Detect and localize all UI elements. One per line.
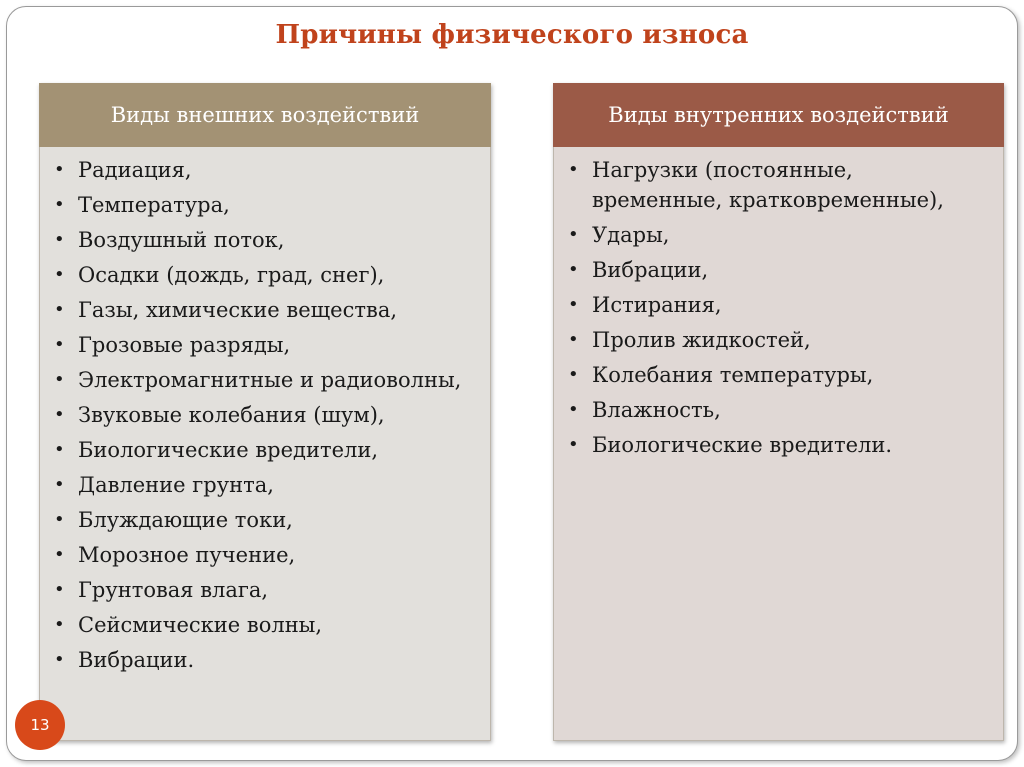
list-item-text: Вибрации, [592,258,709,282]
list-item-text: Грунтовая влага, [78,578,269,602]
list-item-text: Морозное пучение, [78,543,296,567]
bullet-icon: • [568,259,579,280]
bullet-icon: • [54,509,65,530]
bullet-icon: • [54,474,65,495]
list-item [54,575,476,605]
list-item-text: Грозовые разряды, [78,333,291,357]
list-item [54,645,476,675]
bullet-icon: • [54,194,65,215]
list-item [568,325,989,355]
internal-impacts-body [553,147,1004,741]
bullet-icon: • [54,404,65,425]
list-item [568,430,989,460]
list-item [54,225,476,255]
bullet-icon: • [568,329,579,350]
bullet-icon: • [54,649,65,670]
list-item [54,155,476,185]
page-number-badge: 13 [15,700,65,750]
list-item-text: Блуждающие токи, [78,508,293,532]
list-item-text: Газы, химические вещества, [78,298,398,322]
bullet-icon: • [54,614,65,635]
bullet-icon: • [54,544,65,565]
list-item-text: Истирания, [592,293,722,317]
bullet-icon: • [568,224,579,245]
bullet-icon: • [54,264,65,285]
list-item [568,220,989,250]
list-item-text: Вибрации. [78,648,195,672]
external-impacts-column [39,83,491,741]
list-item-text: Влажность, [592,398,721,422]
internal-impacts-column [553,83,1004,741]
list-item [54,470,476,500]
bullet-icon: • [54,439,65,460]
list-item-text: Сейсмические волны, [78,613,323,637]
list-item-text: Биологические вредители, [78,438,379,462]
list-item [54,190,476,220]
external-impacts-header: Виды внешних воздействий [39,83,491,147]
list-item-text: Радиация, [78,158,192,182]
list-item-text: Удары, [592,223,670,247]
list-item [568,360,989,390]
list-item [54,540,476,570]
list-item-text: Нагрузки (постоянные, временные, кратковременные), [592,158,944,212]
list-item-text: Электромагнитные и радиоволны, [78,368,462,392]
list-item-text: Пролив жидкостей, [592,328,811,352]
list-item [54,330,476,360]
internal-impacts-header: Виды внутренних воздействий [553,83,1004,147]
list-item [54,400,476,430]
list-item [568,290,989,320]
bullet-icon: • [568,364,579,385]
bullet-icon: • [568,434,579,455]
bullet-icon: • [54,299,65,320]
bullet-icon: • [568,399,579,420]
list-item [54,435,476,465]
slide-title: Причины физического износа [275,20,749,50]
list-item-text: Звуковые колебания (шум), [78,403,385,427]
list-item-text: Колебания температуры, [592,363,874,387]
list-item [54,610,476,640]
list-item [54,365,476,395]
list-item-text: Биологические вредители. [592,433,893,457]
bullet-icon: • [54,229,65,250]
bullet-icon: • [54,369,65,390]
external-impacts-body [39,147,491,741]
bullet-icon: • [568,159,579,180]
list-item [54,505,476,535]
bullet-icon: • [54,159,65,180]
list-item [568,155,989,215]
external-impacts-list [54,155,476,675]
list-item-text: Давление грунта, [78,473,274,497]
bullet-icon: • [54,334,65,355]
list-item-text: Воздушный поток, [78,228,285,252]
list-item [568,255,989,285]
list-item [54,295,476,325]
bullet-icon: • [54,579,65,600]
list-item-text: Осадки (дождь, град, снег), [78,263,385,287]
internal-impacts-list [568,155,989,460]
list-item-text: Температура, [78,193,230,217]
bullet-icon: • [568,294,579,315]
list-item [568,395,989,425]
list-item [54,260,476,290]
